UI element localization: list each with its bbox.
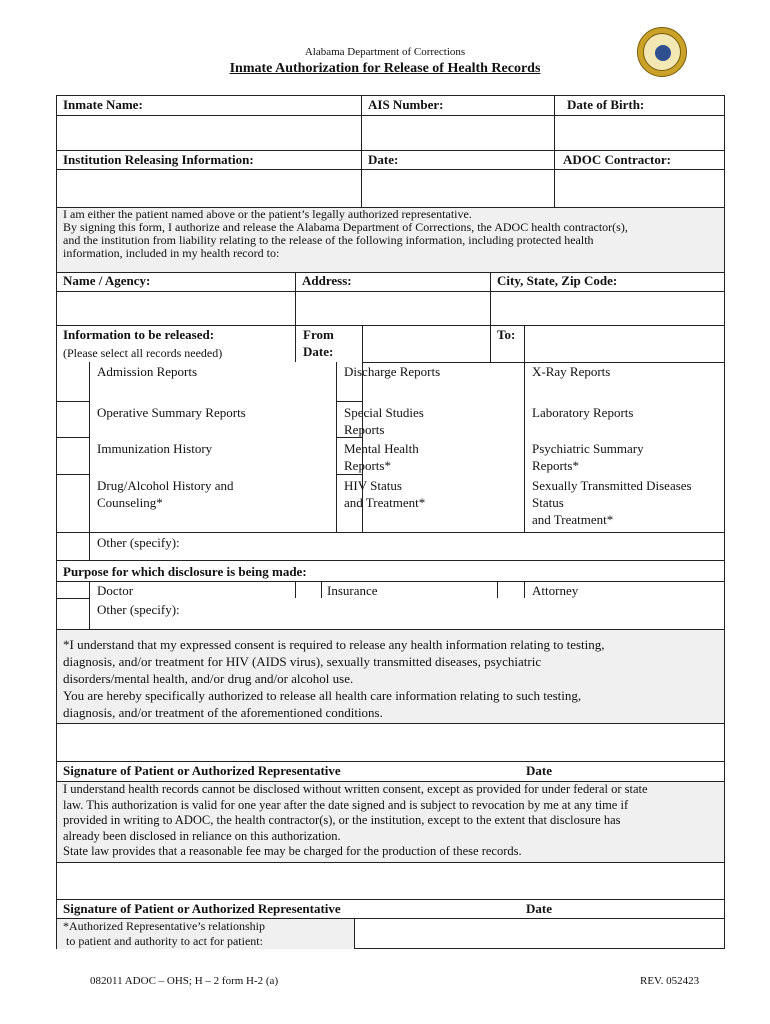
revision: REV. 052423 — [640, 975, 700, 987]
date-input[interactable] — [362, 170, 554, 207]
psychiatric-summary-line: Reports* — [532, 458, 579, 473]
hiv-consent-text — [63, 636, 723, 721]
mental-health-label — [344, 440, 419, 474]
immunization-checkbox[interactable] — [58, 438, 88, 473]
other-purpose-checkbox[interactable] — [58, 599, 88, 628]
drug-alcohol-line: Counseling* — [97, 495, 163, 510]
disclosure-line: State law provides that a reasonable fee may be charged for the production of these records. — [63, 844, 522, 858]
from-date-input[interactable] — [363, 326, 490, 362]
representative-label — [63, 919, 265, 949]
divider — [57, 899, 724, 900]
operative-summary-label: Operative Summary Reports — [97, 405, 246, 420]
discharge-reports-label: Discharge Reports — [344, 364, 441, 379]
doctor-label: Doctor — [97, 583, 134, 598]
hiv-status-line: and Treatment* — [344, 495, 426, 510]
consent-intro — [63, 208, 723, 260]
divider — [490, 325, 491, 362]
representative-line: to patient and authority to act for patient: — [63, 934, 263, 948]
disclosure-line: provided in writing to ADOC, the health contractor(s), or the institution, except to the extent that disclosure has — [63, 813, 621, 827]
divider — [295, 325, 296, 362]
laboratory-reports-label: Laboratory Reports — [532, 405, 634, 420]
divider — [361, 96, 362, 207]
hiv-consent-line: You are hereby specifically authorized to release all health care information relating to such testing, — [63, 688, 582, 703]
xray-reports-label: X-Ray Reports — [532, 364, 611, 379]
hiv-consent-line: *I understand that my expressed consent is required to release any health information relating to testing, — [63, 637, 605, 652]
signature-2-date-label: Date — [526, 901, 552, 916]
disclosure-line: I understand health records cannot be disclosed without written consent, except as provided for under federal or state — [63, 782, 648, 796]
psychiatric-summary-line: Psychiatric Summary — [532, 441, 644, 456]
insurance-checkbox[interactable] — [296, 582, 320, 597]
adoc-seal-icon — [637, 27, 687, 77]
divider — [57, 560, 724, 561]
other-purpose-label: Other (specify): — [97, 602, 180, 617]
drug-alcohol-label — [97, 477, 233, 511]
disclosure-line: law. This authorization is valid for one year after the date signed and is subject to revocation by me at any time if — [63, 797, 629, 812]
signature-2-input[interactable] — [57, 863, 724, 899]
other-records-label: Other (specify): — [97, 535, 180, 550]
attorney-label: Attorney — [532, 583, 579, 598]
name-agency-input[interactable] — [57, 292, 295, 325]
hiv-status-label — [344, 477, 425, 511]
divider — [57, 150, 724, 151]
divider — [89, 362, 90, 560]
consent-line: and the institution from liability relating to the release of the following information, including protected health — [63, 233, 594, 247]
admission-checkbox[interactable] — [58, 363, 88, 400]
signature-1-input[interactable] — [57, 724, 724, 761]
special-studies-label — [344, 404, 424, 438]
attorney-checkbox[interactable] — [498, 582, 523, 597]
address-label: Address: — [302, 273, 352, 288]
consent-line: information, included in my health record to: — [63, 246, 280, 260]
inmate-name-label: Inmate Name: — [63, 97, 143, 112]
divider — [89, 581, 90, 629]
hiv-status-line: HIV Status — [344, 478, 402, 493]
address-input[interactable] — [296, 292, 490, 325]
name-agency-label: Name / Agency: — [63, 273, 151, 288]
std-label — [532, 477, 692, 528]
ais-number-input[interactable] — [362, 116, 554, 150]
info-note: (Please select all records needed) — [63, 346, 223, 360]
institution-label: Institution Releasing Information: — [63, 152, 254, 167]
drug-alcohol-line: Drug/Alcohol History and — [97, 478, 234, 493]
divider — [362, 325, 363, 362]
date-label: Date: — [368, 152, 399, 167]
agency-name: Alabama Department of Corrections — [304, 46, 466, 58]
seal-ring — [643, 33, 681, 71]
contractor-input[interactable] — [555, 170, 724, 207]
disclosure-text — [63, 782, 723, 860]
doctor-checkbox[interactable] — [58, 582, 88, 597]
psychiatric-summary-label — [532, 440, 644, 474]
divider — [554, 96, 555, 207]
form-id: 082011 ADOC – OHS; H – 2 form H-2 (a) — [90, 975, 279, 987]
divider — [57, 272, 724, 273]
std-line: Sexually Transmitted Diseases — [532, 478, 692, 493]
ais-number-label: AIS Number: — [368, 97, 444, 112]
authorization-form — [56, 95, 725, 949]
hiv-consent-line: diagnosis, and/or treatment for HIV (AIDS virus), sexually transmitted diseases, psychiatric — [63, 654, 542, 669]
signature-2-label: Signature of Patient or Authorized Representative — [63, 901, 341, 916]
admission-reports-label: Admission Reports — [97, 364, 198, 379]
consent-line: I am either the patient named above or the patient’s legally authorized representative. — [63, 207, 472, 221]
to-label: To: — [497, 327, 516, 342]
operative-checkbox[interactable] — [58, 402, 88, 436]
mental-health-line: Mental Health — [344, 441, 419, 456]
divider — [295, 272, 296, 325]
divider — [490, 272, 491, 325]
info-label: Information to be released: — [63, 327, 215, 342]
divider — [524, 581, 525, 598]
special-studies-line: Reports — [344, 422, 385, 437]
insurance-label: Insurance — [327, 583, 378, 598]
std-line: Status — [532, 495, 564, 510]
date-of-birth-label: Date of Birth: — [567, 97, 645, 112]
from-date-label: Date: — [303, 344, 334, 359]
seal-core — [655, 45, 671, 61]
drug-alcohol-checkbox[interactable] — [58, 475, 88, 531]
other-records-checkbox[interactable] — [58, 533, 88, 559]
signature-1-date-label: Date — [526, 763, 552, 778]
date-of-birth-input[interactable] — [555, 116, 724, 150]
signature-1-label: Signature of Patient or Authorized Representative — [63, 763, 341, 778]
purpose-label: Purpose for which disclosure is being made: — [63, 564, 307, 579]
divider — [57, 532, 724, 533]
std-line: and Treatment* — [532, 512, 614, 527]
divider — [524, 325, 525, 362]
disclosure-line: already been disclosed in reliance on this authorization. — [63, 828, 341, 843]
hiv-consent-line: disorders/mental health, and/or drug and/or alcohol use. — [63, 671, 354, 686]
to-date-input[interactable] — [525, 326, 724, 362]
inmate-name-input[interactable] — [57, 116, 361, 150]
divider — [57, 629, 724, 630]
representative-line: *Authorized Representative’s relationship — [63, 919, 265, 933]
from-label: From — [303, 327, 334, 342]
institution-input[interactable] — [57, 170, 361, 207]
special-studies-line: Special Studies — [344, 405, 424, 420]
contractor-label: ADOC Contractor: — [563, 152, 671, 167]
city-state-zip-input[interactable] — [491, 292, 724, 325]
consent-line: By signing this form, I authorize and release the Alabama Department of Corrections, the ADOC health contractor(s), — [63, 220, 628, 234]
divider — [57, 581, 724, 582]
city-state-zip-label: City, State, Zip Code: — [497, 273, 618, 288]
divider — [57, 761, 724, 762]
representative-input[interactable] — [355, 919, 724, 949]
divider — [321, 581, 322, 598]
mental-health-line: Reports* — [344, 458, 391, 473]
form-title: Inmate Authorization for Release of Health Records — [229, 61, 541, 76]
immunization-history-label: Immunization History — [97, 441, 213, 456]
hiv-consent-line: diagnosis, and/or treatment of the aforementioned conditions. — [63, 705, 383, 720]
